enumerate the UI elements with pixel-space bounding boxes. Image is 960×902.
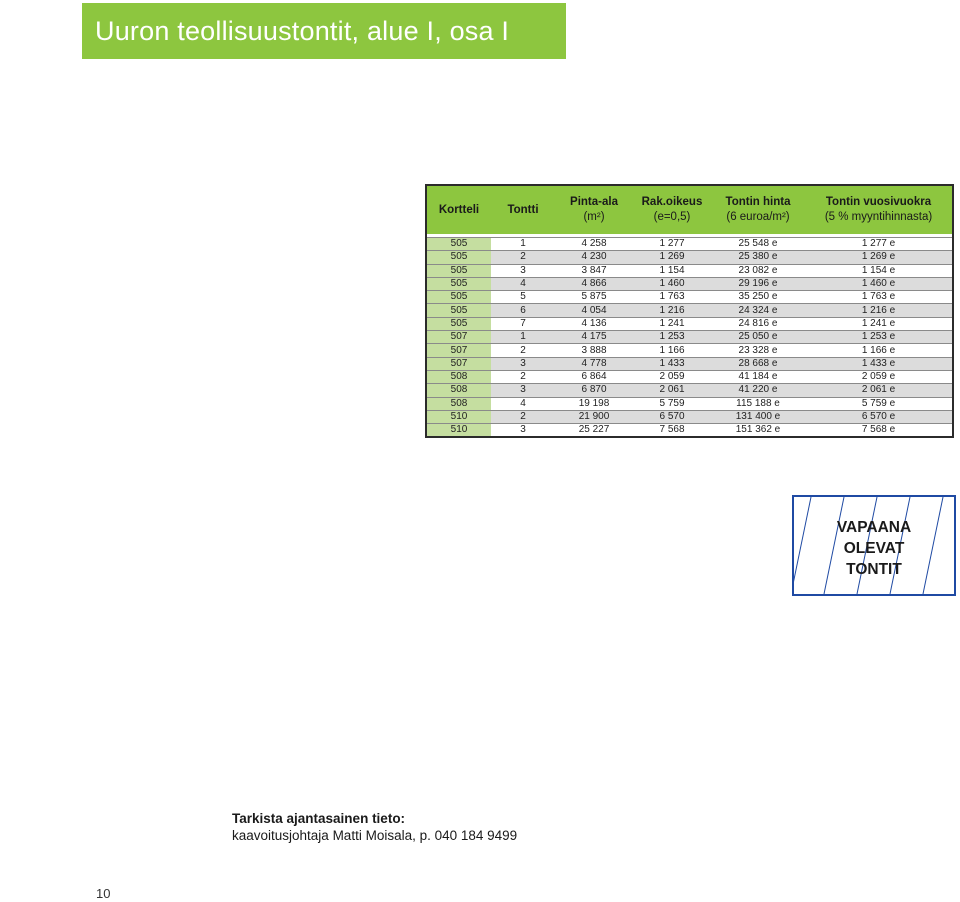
cell-tontti: 2 — [491, 251, 555, 264]
cell-rak-oikeus: 1 433 — [633, 357, 711, 370]
cell-pinta-ala: 3 888 — [555, 344, 633, 357]
table-row — [426, 238, 953, 251]
cell-rak-oikeus: 7 568 — [633, 424, 711, 438]
cell-kortteli: 505 — [426, 238, 491, 251]
cell-rak-oikeus: 1 460 — [633, 277, 711, 290]
free-plots-legend — [792, 495, 956, 596]
cell-pinta-ala: 3 847 — [555, 264, 633, 277]
cell-vuosivuokra: 1 433 e — [805, 357, 953, 370]
cell-vuosivuokra: 1 154 e — [805, 264, 953, 277]
cell-pinta-ala: 4 136 — [555, 317, 633, 330]
cell-kortteli: 505 — [426, 251, 491, 264]
cell-rak-oikeus: 1 154 — [633, 264, 711, 277]
cell-rak-oikeus: 2 061 — [633, 384, 711, 397]
cell-vuosivuokra: 7 568 e — [805, 424, 953, 438]
cell-vuosivuokra: 1 460 e — [805, 277, 953, 290]
header-kortteli: Kortteli — [426, 185, 491, 234]
cell-pinta-ala: 21 900 — [555, 410, 633, 423]
cell-rak-oikeus: 1 253 — [633, 331, 711, 344]
cell-vuosivuokra: 1 763 e — [805, 291, 953, 304]
table-row — [426, 317, 953, 330]
cell-tontti: 1 — [491, 331, 555, 344]
contact-title: Tarkista ajantasainen tieto: — [232, 811, 406, 826]
cell-kortteli: 505 — [426, 264, 491, 277]
cell-pinta-ala: 5 875 — [555, 291, 633, 304]
legend-label: VAPAANA OLEVAT TONTIT — [836, 519, 912, 578]
contact-text: kaavoitusjohtaja Matti Moisala, p. 040 184 9499 — [232, 828, 518, 843]
cell-tontin-hinta: 35 250 e — [711, 291, 805, 304]
cell-pinta-ala: 4 230 — [555, 251, 633, 264]
cell-vuosivuokra: 1 166 e — [805, 344, 953, 357]
cell-kortteli: 505 — [426, 291, 491, 304]
cell-tontti: 2 — [491, 410, 555, 423]
cell-kortteli: 510 — [426, 424, 491, 438]
cell-tontin-hinta: 28 668 e — [711, 357, 805, 370]
cell-rak-oikeus: 1 241 — [633, 317, 711, 330]
contact-info — [232, 810, 517, 844]
cell-tontin-hinta: 41 184 e — [711, 370, 805, 383]
table-row — [426, 357, 953, 370]
cell-pinta-ala: 4 778 — [555, 357, 633, 370]
page-number: 10 — [96, 886, 111, 901]
cell-tontti: 4 — [491, 397, 555, 410]
cell-pinta-ala: 4 054 — [555, 304, 633, 317]
cell-vuosivuokra: 1 216 e — [805, 304, 953, 317]
table-row — [426, 344, 953, 357]
cell-rak-oikeus: 1 216 — [633, 304, 711, 317]
cell-kortteli: 510 — [426, 410, 491, 423]
cell-tontti: 4 — [491, 277, 555, 290]
cell-kortteli: 508 — [426, 384, 491, 397]
cell-tontin-hinta: 29 196 e — [711, 277, 805, 290]
cell-pinta-ala: 4 258 — [555, 238, 633, 251]
cell-tontti: 5 — [491, 291, 555, 304]
header-pinta-ala: Pinta-ala (m²) — [555, 185, 633, 234]
header-tontti: Tontti — [491, 185, 555, 234]
cell-rak-oikeus: 2 059 — [633, 370, 711, 383]
title-banner — [82, 3, 566, 59]
cell-pinta-ala: 4 175 — [555, 331, 633, 344]
table-header-row — [426, 185, 953, 234]
plots-table — [425, 184, 954, 438]
cell-tontin-hinta: 41 220 e — [711, 384, 805, 397]
table-row — [426, 424, 953, 438]
cell-vuosivuokra: 1 277 e — [805, 238, 953, 251]
cell-vuosivuokra: 1 241 e — [805, 317, 953, 330]
cell-tontti: 6 — [491, 304, 555, 317]
cell-rak-oikeus: 1 269 — [633, 251, 711, 264]
cell-tontti: 3 — [491, 384, 555, 397]
cell-kortteli: 505 — [426, 317, 491, 330]
cell-kortteli: 507 — [426, 357, 491, 370]
cell-rak-oikeus: 1 277 — [633, 238, 711, 251]
table-row — [426, 304, 953, 317]
cell-vuosivuokra: 1 253 e — [805, 331, 953, 344]
header-vuosivuokra: Tontin vuosivuokra (5 % myyntihinnasta) — [805, 185, 953, 234]
cell-vuosivuokra: 2 059 e — [805, 370, 953, 383]
cell-rak-oikeus: 1 166 — [633, 344, 711, 357]
cell-pinta-ala: 19 198 — [555, 397, 633, 410]
table-row — [426, 291, 953, 304]
table-row — [426, 397, 953, 410]
cell-tontin-hinta: 25 050 e — [711, 331, 805, 344]
cell-rak-oikeus: 5 759 — [633, 397, 711, 410]
cell-pinta-ala: 4 866 — [555, 277, 633, 290]
cell-tontti: 3 — [491, 357, 555, 370]
cell-tontin-hinta: 25 380 e — [711, 251, 805, 264]
cell-rak-oikeus: 1 763 — [633, 291, 711, 304]
cell-kortteli: 505 — [426, 277, 491, 290]
table-row — [426, 277, 953, 290]
cell-tontin-hinta: 115 188 e — [711, 397, 805, 410]
cell-vuosivuokra: 1 269 e — [805, 251, 953, 264]
cell-tontin-hinta: 25 548 e — [711, 238, 805, 251]
table-row — [426, 264, 953, 277]
table-row — [426, 384, 953, 397]
cell-vuosivuokra: 2 061 e — [805, 384, 953, 397]
cell-tontin-hinta: 131 400 e — [711, 410, 805, 423]
table-row — [426, 331, 953, 344]
header-rak-oikeus: Rak.oikeus (e=0,5) — [633, 185, 711, 234]
header-tontin-hinta: Tontin hinta (6 euroa/m²) — [711, 185, 805, 234]
cell-tontin-hinta: 24 816 e — [711, 317, 805, 330]
cell-kortteli: 507 — [426, 344, 491, 357]
cell-tontti: 3 — [491, 264, 555, 277]
cell-kortteli: 505 — [426, 304, 491, 317]
page-title: Uuron teollisuustontit, alue I, osa I — [95, 15, 510, 46]
cell-tontti: 2 — [491, 344, 555, 357]
table-row — [426, 410, 953, 423]
cell-tontin-hinta: 24 324 e — [711, 304, 805, 317]
cell-pinta-ala: 6 870 — [555, 384, 633, 397]
cell-kortteli: 507 — [426, 331, 491, 344]
cell-tontti: 1 — [491, 238, 555, 251]
cell-pinta-ala: 6 864 — [555, 370, 633, 383]
cell-kortteli: 508 — [426, 370, 491, 383]
cell-tontti: 7 — [491, 317, 555, 330]
cell-vuosivuokra: 5 759 e — [805, 397, 953, 410]
table-row — [426, 251, 953, 264]
cell-tontin-hinta: 23 328 e — [711, 344, 805, 357]
cell-tontin-hinta: 151 362 e — [711, 424, 805, 438]
cell-vuosivuokra: 6 570 e — [805, 410, 953, 423]
table-row — [426, 370, 953, 383]
cell-tontin-hinta: 23 082 e — [711, 264, 805, 277]
cell-rak-oikeus: 6 570 — [633, 410, 711, 423]
cell-kortteli: 508 — [426, 397, 491, 410]
cell-tontti: 3 — [491, 424, 555, 438]
cell-tontti: 2 — [491, 370, 555, 383]
cell-pinta-ala: 25 227 — [555, 424, 633, 438]
